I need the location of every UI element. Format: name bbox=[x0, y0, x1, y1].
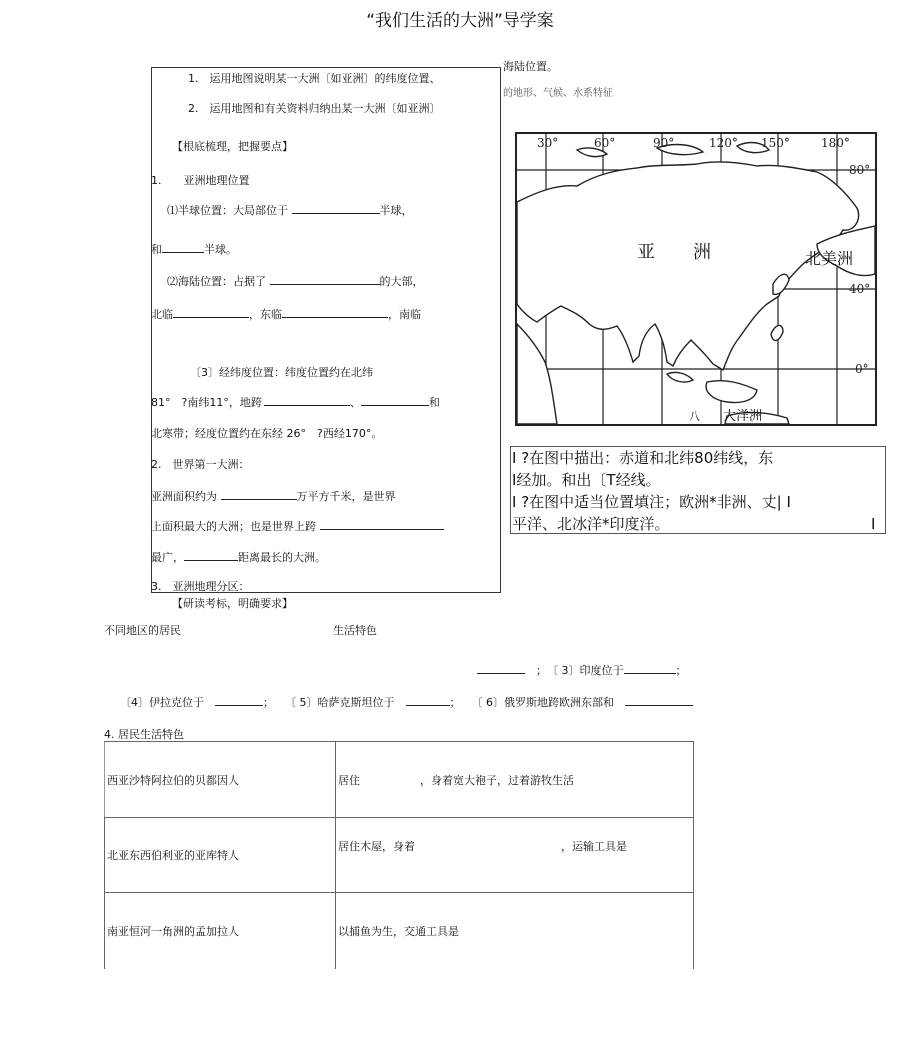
q1-sea-line1: ⑵海陆位置：占据了 的大部， bbox=[167, 275, 424, 288]
table-cell-people: 南亚恒河一角洲的孟加拉人 bbox=[105, 893, 336, 969]
map-task-box bbox=[510, 446, 886, 534]
residents-header-right: 生活特色 bbox=[333, 624, 377, 637]
q1-sea-line2: 北临 ，东临 ，南临 bbox=[151, 308, 421, 321]
blank bbox=[173, 307, 249, 318]
lon-label: 30° bbox=[537, 136, 559, 150]
label-bottom: 八 bbox=[689, 410, 700, 423]
task-line-1: I ?在图中描出：赤道和北纬80纬线，东 bbox=[512, 449, 774, 467]
blank bbox=[320, 519, 444, 530]
objective-2-tail: 的地形、气候、水系特征 bbox=[503, 88, 613, 99]
page-title: “我们生活的大洲”导学案 bbox=[366, 11, 554, 31]
blank bbox=[625, 695, 693, 706]
q2-line1: 亚洲面积约为 万平方千米，是世界 bbox=[151, 490, 396, 503]
q2-heading: 2. 世界第一大洲： bbox=[151, 458, 250, 471]
table-row bbox=[105, 893, 694, 969]
label-asia-2: 洲 bbox=[693, 242, 711, 263]
residents-table bbox=[104, 741, 694, 969]
lon-label: 180° bbox=[821, 136, 850, 150]
task-line-2: I经加。和出〔T经线。 bbox=[512, 471, 661, 489]
label-oceania: 大洋洲 bbox=[723, 409, 763, 424]
blank bbox=[361, 395, 429, 406]
blank bbox=[292, 203, 380, 214]
asia-map bbox=[515, 132, 877, 426]
table-cell-people: 北亚东西伯利亚的亚库特人 bbox=[105, 818, 336, 893]
table-row bbox=[105, 818, 694, 893]
table-cell-life: 以捕鱼为生，交通工具是 bbox=[336, 893, 694, 969]
task-line-4: 平洋、北冰洋*印度洋。 bbox=[512, 515, 670, 533]
q1-heading: 1. 亚洲地理位置 bbox=[151, 174, 250, 187]
table-row bbox=[105, 742, 694, 818]
lon-label: 120° bbox=[709, 136, 738, 150]
asia-map-svg bbox=[517, 134, 875, 424]
blank bbox=[270, 274, 380, 285]
blank bbox=[221, 489, 297, 500]
lat-label: 0° bbox=[855, 362, 869, 376]
objective-2: 2. 运用地图和有关资料归纳出某一大洲〔如亚洲〕 bbox=[188, 102, 441, 115]
label-asia-1: 亚 bbox=[637, 242, 655, 263]
table-cell-life: 居住 ，身着宽大袍子，过着游牧生活 bbox=[336, 742, 694, 818]
q1-latlon-line1: 〔3〕经纬度位置：纬度位置约在北纬 bbox=[190, 366, 373, 379]
blank bbox=[162, 242, 204, 253]
lat-label: 40° bbox=[849, 282, 871, 296]
q2-line2: 上面积最大的大洲；也是世界上跨 bbox=[151, 518, 444, 534]
objective-1: 1. 运用地图说明某一大洲〔如亚洲〕的纬度位置、 bbox=[188, 72, 441, 85]
objective-1-tail: 海陆位置。 bbox=[503, 60, 558, 73]
region-india-line: ； 〔 3〕印度位于 ； bbox=[477, 662, 687, 678]
task-line-4-end: I bbox=[871, 515, 876, 533]
lon-label: 60° bbox=[594, 136, 616, 150]
q1-hemisphere-line1: ⑴半球位置：大局部位于 半球， bbox=[167, 204, 413, 217]
blank bbox=[406, 695, 450, 706]
land-outlines bbox=[517, 143, 875, 424]
q1-hemisphere-line2: 和 半球。 bbox=[151, 243, 237, 256]
lat-label: 80° bbox=[849, 163, 871, 177]
blank bbox=[264, 395, 350, 406]
lon-label: 150° bbox=[761, 136, 790, 150]
q1-latlon-line2: 81° ?南纬11°，地跨 、 和 bbox=[151, 396, 440, 409]
section-standards-heading: 【研读考标，明确要求】 bbox=[172, 597, 293, 610]
blank bbox=[282, 307, 388, 318]
q3-heading: 3. 亚洲地理分区： bbox=[151, 580, 250, 593]
blank bbox=[215, 695, 263, 706]
q1-latlon-line3: 北寒带；经度位置约在东经 26° ?西经170°。 bbox=[151, 427, 383, 440]
q2-line3: 最广， 距离最长的大洲。 bbox=[151, 551, 326, 564]
region-line-4-6: 〔4〕伊拉克位于 ； 〔 5〕哈萨克斯坦位于 ； 〔 6〕俄罗斯地跨欧洲东部和 bbox=[120, 694, 693, 710]
table-cell-life: 居住木屋，身着 ，运输工具是 bbox=[336, 818, 694, 893]
table-cell-people: 西亚沙特阿拉伯的贝都因人 bbox=[105, 742, 336, 818]
q4-heading: 4. 居民生活特色 bbox=[104, 728, 184, 741]
blank bbox=[184, 550, 238, 561]
blank bbox=[624, 663, 676, 674]
label-north-america: 北美洲 bbox=[805, 249, 854, 268]
section-review-heading: 【根底梳理，把握要点】 bbox=[172, 140, 293, 153]
residents-header-left: 不同地区的居民 bbox=[104, 624, 181, 637]
task-line-3: I ?在图中适当位置填注；欧洲*非洲、丈| I bbox=[512, 493, 791, 511]
lon-label: 90° bbox=[653, 136, 675, 150]
blank bbox=[477, 663, 525, 674]
